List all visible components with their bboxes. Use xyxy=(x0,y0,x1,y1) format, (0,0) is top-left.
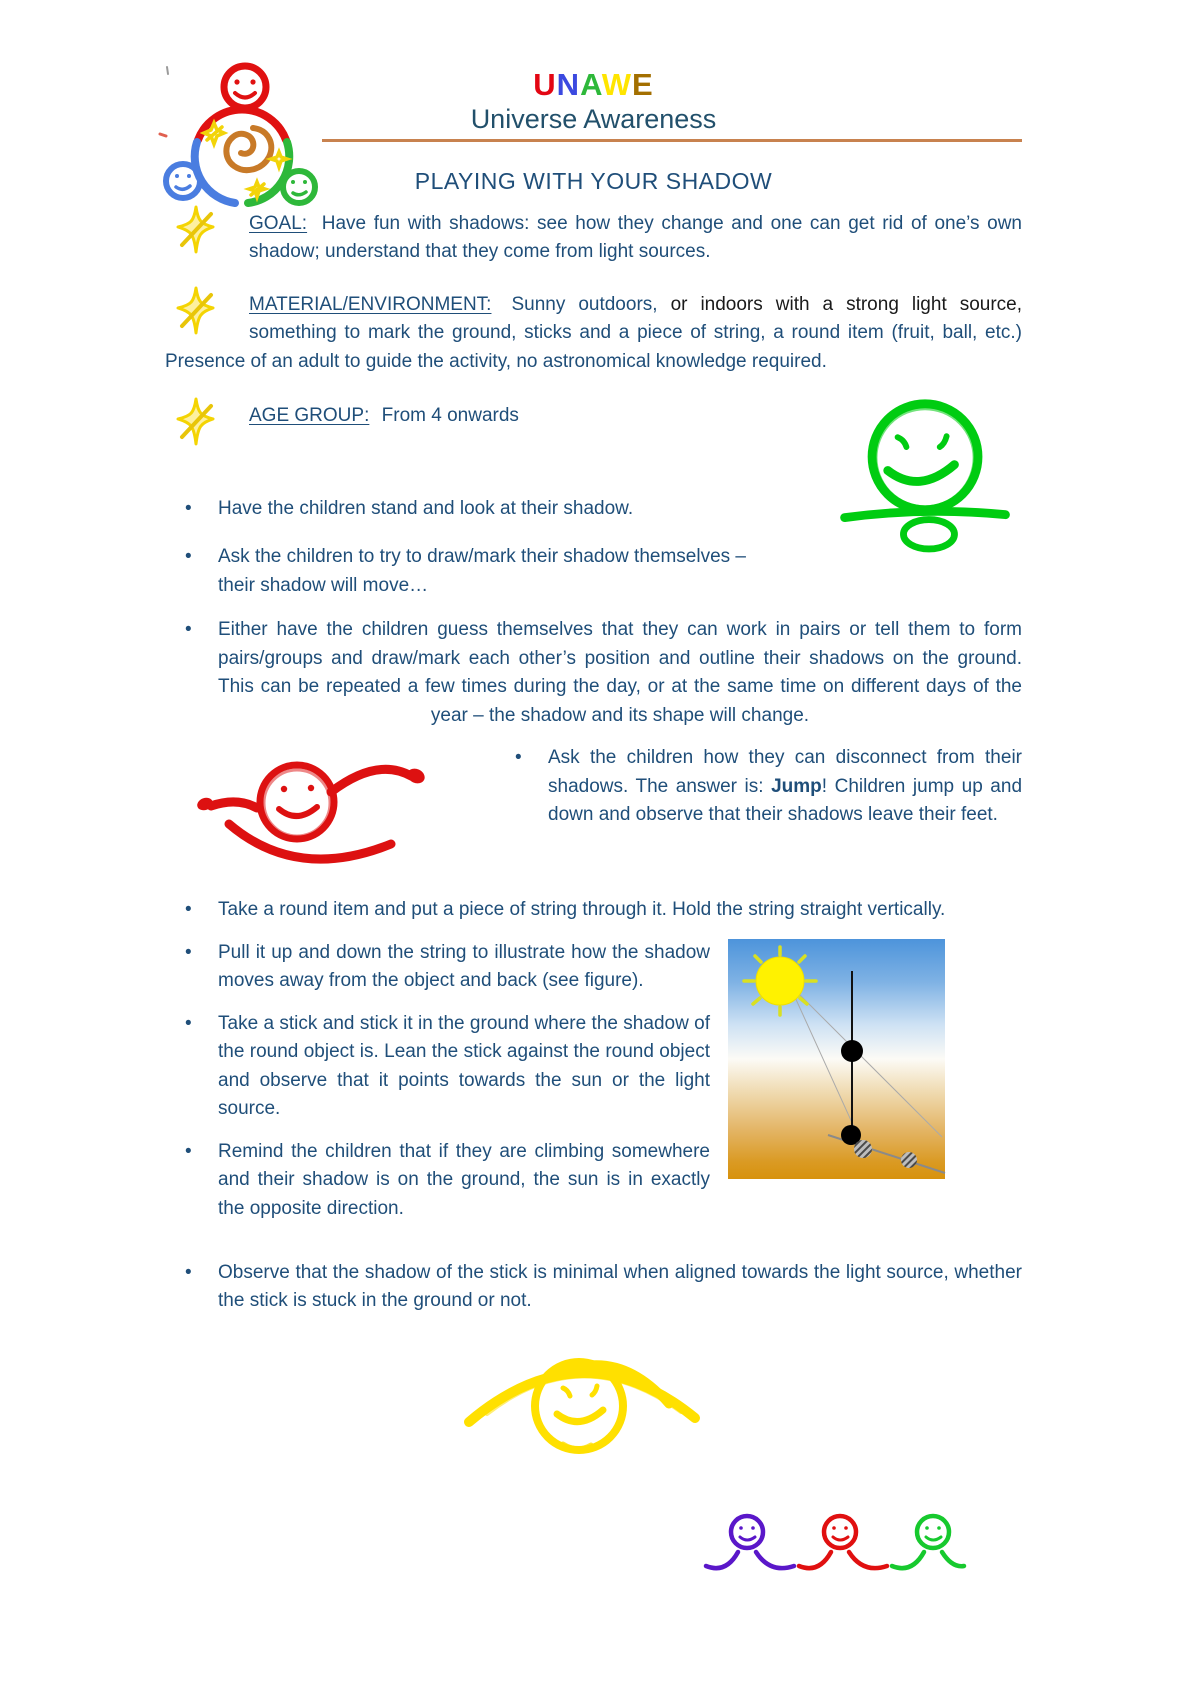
bullet-text: Take a round item and put a piece of string through it. Hold the string straight vertically. xyxy=(218,899,946,921)
star-icon xyxy=(171,396,221,448)
logo-blue-head xyxy=(166,164,200,198)
bullet-text: Either have the children guess themselves that they can work in pairs or tell them to form pairs/groups and draw/mark each other’s position and outline their shadows on the ground. This can be repeated a few times during the day, or at the same time on different days of the year – the shadow and its shape will change. xyxy=(218,619,1022,726)
light-rays xyxy=(794,991,942,1149)
bullet-marker: • xyxy=(185,619,192,641)
jump-text-pre: Ask the children how they can disconnect from their shadows. The answer is: xyxy=(548,747,1022,797)
page-title: PLAYING WITH YOUR SHADOW xyxy=(414,168,773,195)
bullet-text-line2: their shadow will move… xyxy=(218,574,429,596)
green-child xyxy=(892,1516,964,1568)
bullet-text: Take a stick and stick it in the ground where the shadow of the round object is. Lean the stick against the round object and observe that it points towards the sun or the light source. xyxy=(218,1012,710,1120)
children-chain-drawing xyxy=(700,1508,965,1578)
bullet-marker: • xyxy=(185,941,192,963)
material-text-black: or indoors with a strong light source, xyxy=(670,293,1023,315)
bullet-item-stick-ground xyxy=(165,1010,710,1124)
shadow-diagram-art xyxy=(728,939,945,1179)
diagram-text-group xyxy=(165,939,1022,1224)
bullet-marker: • xyxy=(185,1140,192,1162)
goal-section xyxy=(165,210,1022,267)
bullet-item-minimal-shadow xyxy=(165,1259,1022,1316)
bullet-marker: • xyxy=(515,747,522,769)
header-divider xyxy=(322,139,1022,142)
red-smiley-drawing xyxy=(195,752,467,874)
bullet-item-pairs-groups xyxy=(165,616,1022,730)
yellow-smiley-drawing xyxy=(457,1326,709,1454)
sun-icon xyxy=(744,947,816,1015)
logo-red-head xyxy=(224,66,266,108)
material-text-blue: Sunny outdoors, xyxy=(511,293,658,315)
jump-row xyxy=(165,744,1022,874)
brand-subtitle: Universe Awareness xyxy=(470,104,717,135)
brand-letter: A xyxy=(580,67,602,102)
bullet-marker: • xyxy=(185,1261,192,1283)
red-child xyxy=(799,1516,887,1568)
logo-green-head xyxy=(283,171,315,203)
bullet-text xyxy=(548,744,1022,874)
bullet-item-round-item-string xyxy=(165,896,1022,925)
jump-text-post: ! Children jump up and down and observe that their shadows leave their feet. xyxy=(548,775,1023,826)
bullet-marker: • xyxy=(185,899,192,921)
purple-child xyxy=(706,1516,794,1568)
jump-text-bold: Jump xyxy=(771,775,822,797)
bullet-text-line1: Ask the children to try to draw/mark their shadow themselves – xyxy=(218,546,747,568)
age-group-label: AGE GROUP: xyxy=(249,405,370,427)
bullet-marker: • xyxy=(185,1012,192,1034)
green-smiley-drawing xyxy=(848,396,1006,548)
bullet-text: Remind the children that if they are climbing somewhere and their shadow is on the ground, the sun is in exactly the opposite direction. xyxy=(218,1140,710,1219)
logo-stray-mark xyxy=(167,67,168,74)
bullet-item-draw-mark xyxy=(165,543,1022,600)
bullet-item-climbing xyxy=(165,1138,710,1224)
shadow-ball-far xyxy=(901,1152,917,1168)
material-text-rest: something to mark the ground, sticks and a piece of string, a round item (fruit, ball, etc.) Presence of an adult to guide the activity, no astronomical knowledge required. xyxy=(165,322,1022,372)
logo-stray-mark-2 xyxy=(160,134,166,136)
material-label: MATERIAL/ENVIRONMENT: xyxy=(249,293,492,315)
brand-letter: U xyxy=(533,67,557,102)
bullet-text: Observe that the shadow of the stick is minimal when aligned towards the light source, whether the stick is stuck in the ground or not. xyxy=(218,1261,1022,1312)
diagram-container xyxy=(728,939,945,1259)
goal-label: GOAL: xyxy=(249,212,308,234)
bullet-text: Have the children stand and look at their shadow. xyxy=(218,497,634,519)
brand-letter: N xyxy=(556,67,581,102)
age-group-text: From 4 onwards xyxy=(381,405,519,427)
red-smiley-container xyxy=(165,744,515,874)
star-icon xyxy=(171,204,221,256)
bullet-marker: • xyxy=(185,546,192,568)
bullet-item-jump xyxy=(515,744,1022,874)
ball-on-string-upper xyxy=(841,1040,863,1062)
bullet-text xyxy=(218,543,1022,600)
logo-galaxy-spiral xyxy=(226,128,271,170)
bullet-item-pull-string xyxy=(165,939,710,996)
material-section xyxy=(165,291,1022,377)
goal-text: Have fun with shadows: see how they change and one can get rid of one’s own shadow; understand that they come from light sources. xyxy=(249,212,1023,263)
star-icon xyxy=(171,285,221,337)
shadow-diagram xyxy=(728,939,945,1179)
bullet-text: Pull it up and down the string to illustrate how the shadow moves away from the object and back (see figure). xyxy=(218,941,710,992)
unawe-logo xyxy=(156,60,334,208)
brand-letter: E xyxy=(632,67,654,102)
shadow-ball-near xyxy=(854,1140,872,1158)
bullet-marker: • xyxy=(185,497,192,519)
brand-letter: W xyxy=(601,67,633,102)
